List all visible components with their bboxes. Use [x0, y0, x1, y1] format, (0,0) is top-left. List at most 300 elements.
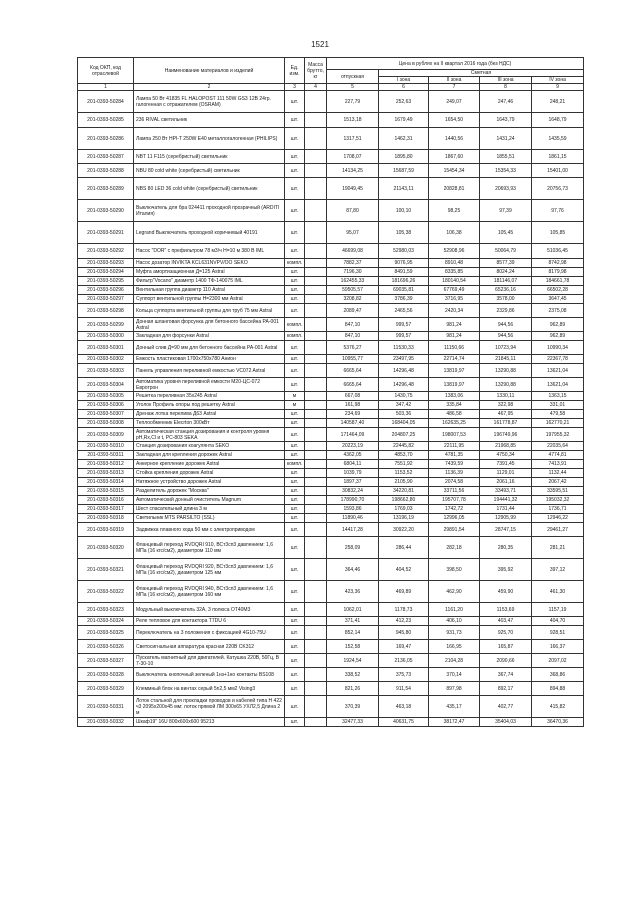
cell-mass: [305, 617, 327, 626]
cell-price-zone-4: 22035,64: [532, 442, 584, 451]
cell-price-zone-1: 1769,03: [379, 505, 429, 514]
cell-name: Лампа 50 Вт 41835 FL HALOPOST 111 50W GS3 12В 24гр. галогенная с отражателем (OSRAM): [134, 91, 285, 113]
header-index: 2: [134, 84, 285, 91]
cell-price-zone-2: 981,24: [429, 332, 480, 341]
cell-name: Натяжное устройство дорожек Astral: [134, 478, 285, 487]
cell-price-zone-1: 412,23: [379, 617, 429, 626]
cell-price-release: 171464,09: [327, 428, 379, 442]
cell-price-release: 667,08: [327, 392, 379, 401]
cell-code: 201-0393-50320: [78, 537, 134, 559]
cell-unit: шт.: [285, 222, 305, 244]
cell-price-zone-3: 21968,85: [480, 442, 532, 451]
cell-name: Модульный выключатель 32А, 3 полюса ОТ40М3: [134, 603, 285, 617]
cell-code: 201-0393-50289: [78, 178, 134, 200]
table-row: [78, 654, 584, 668]
cell-price-zone-3: 10723,94: [480, 341, 532, 355]
cell-mass: [305, 286, 327, 295]
cell-name: Решетка переливная 35х245 Astral: [134, 392, 285, 401]
cell-price-zone-2: 29891,54: [429, 523, 480, 537]
table-row: [78, 401, 584, 410]
cell-mass: [305, 295, 327, 304]
cell-price-zone-4: 197955,32: [532, 428, 584, 442]
cell-code: 201-0393-50305: [78, 392, 134, 401]
cell-price-zone-1: 1430,75: [379, 392, 429, 401]
cell-name: Кольца суппорта вентильной группы для труб 75 мм Astral: [134, 304, 285, 318]
cell-mass: [305, 164, 327, 178]
cell-name: Насос дозатор INVIKTA KCL631NVPV/OO SEKO: [134, 259, 285, 268]
table-row: [78, 617, 584, 626]
table-row: [78, 496, 584, 505]
cell-code: 201-0393-50321: [78, 559, 134, 581]
cell-price-zone-1: 503,36: [379, 410, 429, 419]
cell-price-zone-3: 65236,16: [480, 286, 532, 295]
page-number: 1521: [311, 40, 329, 49]
cell-name: Автоматика уровня переливной емкости М20-ЦС-072 Евротрон: [134, 378, 285, 392]
cell-price-release: 338,52: [327, 668, 379, 682]
cell-mass: [305, 113, 327, 128]
cell-price-zone-3: 944,56: [480, 332, 532, 341]
cell-unit: м: [285, 392, 305, 401]
cell-price-release: 847,10: [327, 318, 379, 332]
cell-price-zone-4: 962,89: [532, 332, 584, 341]
cell-price-zone-4: 1435,59: [532, 128, 584, 150]
cell-name: Светильник MTS PARSILTO (SSL): [134, 514, 285, 523]
cell-mass: [305, 487, 327, 496]
cell-price-zone-2: 67769,49: [429, 286, 480, 295]
price-table: [77, 57, 584, 727]
cell-price-zone-3: 97,39: [480, 200, 532, 222]
cell-price-zone-2: 98,25: [429, 200, 480, 222]
cell-name: Закладная для крепления дорожек Astral: [134, 451, 285, 460]
cell-price-zone-3: 1431,24: [480, 128, 532, 150]
cell-name: Лоток стальной для прокладки проводов и кабелей типа Н 422 ч3 2095х200х45 мм: лоток прямой ЛМ 300х65 УХЛ2,5 Длина 2 м: [134, 696, 285, 718]
table-row: [78, 718, 584, 727]
cell-price-zone-4: 3647,45: [532, 295, 584, 304]
cell-name: Панель управления переливной емкостью VC072 Astral: [134, 364, 285, 378]
cell-price-zone-2: 166,95: [429, 640, 480, 654]
cell-unit: компл.: [285, 460, 305, 469]
cell-price-zone-2: 2104,28: [429, 654, 480, 668]
cell-price-release: 3208,82: [327, 295, 379, 304]
cell-mass: [305, 469, 327, 478]
cell-price-zone-2: 2074,58: [429, 478, 480, 487]
cell-price-zone-1: 30922,20: [379, 523, 429, 537]
header-index: 8: [480, 84, 532, 91]
cell-price-zone-1: 13196,19: [379, 514, 429, 523]
header-index: 6: [379, 84, 429, 91]
cell-name: Суппорт вентильной группы Н=2300 мм Astral: [134, 295, 285, 304]
cell-price-zone-4: 162770,21: [532, 419, 584, 428]
cell-mass: [305, 200, 327, 222]
cell-price-zone-3: 105,45: [480, 222, 532, 244]
cell-price-release: 87,80: [327, 200, 379, 222]
cell-name: Стойка крепления дорожек Astral: [134, 469, 285, 478]
cell-price-zone-4: 1363,15: [532, 392, 584, 401]
header-name: Наименование материалов и изделий: [134, 58, 285, 84]
cell-price-zone-1: 181696,26: [379, 277, 429, 286]
cell-price-release: 7196,30: [327, 268, 379, 277]
cell-mass: [305, 91, 327, 113]
cell-name: Донный слив Д=90 мм для бетонного бассейна РА-001 Astral: [134, 341, 285, 355]
header-release: отпускная: [327, 70, 379, 84]
cell-mass: [305, 682, 327, 696]
cell-price-zone-3: 20693,93: [480, 178, 532, 200]
cell-mass: [305, 496, 327, 505]
cell-unit: шт.: [285, 200, 305, 222]
cell-price-zone-1: 469,89: [379, 581, 429, 603]
cell-price-zone-1: 2105,90: [379, 478, 429, 487]
cell-price-zone-2: 1136,39: [429, 469, 480, 478]
cell-price-zone-1: 347,42: [379, 401, 429, 410]
cell-price-release: 1924,54: [327, 654, 379, 668]
header-code: Код ОКП, код отраслевой: [78, 58, 134, 84]
cell-code: 201-0393-50315: [78, 487, 134, 496]
cell-price-zone-2: 106,38: [429, 222, 480, 244]
cell-unit: шт.: [285, 537, 305, 559]
cell-name: Разделитель дорожек "Москва": [134, 487, 285, 496]
cell-price-zone-3: 161778,87: [480, 419, 532, 428]
cell-name: Анкерное крепление дорожек Astral: [134, 460, 285, 469]
table-row: [78, 295, 584, 304]
table-row: [78, 460, 584, 469]
cell-name: Переключатель на 3 положения с фиксацией 4G10-75U: [134, 626, 285, 640]
cell-price-release: 6665,64: [327, 364, 379, 378]
cell-price-zone-3: 181146,07: [480, 277, 532, 286]
cell-price-zone-2: 931,73: [429, 626, 480, 640]
cell-code: 201-0393-50329: [78, 682, 134, 696]
cell-price-zone-4: 10990,34: [532, 341, 584, 355]
cell-unit: компл.: [285, 259, 305, 268]
cell-price-zone-1: 23497,95: [379, 355, 429, 364]
cell-price-zone-2: 398,50: [429, 559, 480, 581]
cell-price-zone-3: 8577,39: [480, 259, 532, 268]
cell-price-zone-2: 1742,72: [429, 505, 480, 514]
cell-price-release: 1317,51: [327, 128, 379, 150]
cell-price-zone-2: 22714,74: [429, 355, 480, 364]
cell-price-zone-3: 196749,96: [480, 428, 532, 442]
cell-price-release: 371,41: [327, 617, 379, 626]
cell-unit: шт.: [285, 295, 305, 304]
cell-code: 201-0393-50290: [78, 200, 134, 222]
cell-unit: шт.: [285, 478, 305, 487]
cell-price-zone-1: 1153,52: [379, 469, 429, 478]
table-row: [78, 581, 584, 603]
cell-mass: [305, 419, 327, 428]
cell-unit: шт.: [285, 496, 305, 505]
cell-price-release: 161,98: [327, 401, 379, 410]
cell-price-zone-3: 2090,66: [480, 654, 532, 668]
cell-code: 201-0393-50297: [78, 295, 134, 304]
cell-mass: [305, 537, 327, 559]
cell-code: 201-0393-50294: [78, 268, 134, 277]
cell-unit: шт.: [285, 178, 305, 200]
cell-price-zone-1: 14296,48: [379, 378, 429, 392]
cell-price-release: 1897,37: [327, 478, 379, 487]
cell-price-release: 1708,07: [327, 150, 379, 164]
table-row: [78, 91, 584, 113]
cell-mass: [305, 178, 327, 200]
cell-price-zone-2: 38172,47: [429, 718, 480, 727]
cell-price-zone-4: 4774,81: [532, 451, 584, 460]
cell-unit: шт.: [285, 304, 305, 318]
cell-price-zone-1: 3786,39: [379, 295, 429, 304]
cell-mass: [305, 640, 327, 654]
cell-unit: шт.: [285, 603, 305, 617]
cell-unit: компл.: [285, 332, 305, 341]
cell-unit: шт.: [285, 378, 305, 392]
cell-price-release: 847,10: [327, 332, 379, 341]
cell-price-release: 20223,19: [327, 442, 379, 451]
cell-price-zone-3: 280,35: [480, 537, 532, 559]
cell-price-zone-2: 4781,35: [429, 451, 480, 460]
cell-price-release: 1593,86: [327, 505, 379, 514]
cell-price-zone-4: 33595,51: [532, 487, 584, 496]
cell-mass: [305, 150, 327, 164]
cell-code: 201-0393-50306: [78, 401, 134, 410]
cell-unit: шт.: [285, 164, 305, 178]
cell-code: 201-0393-50299: [78, 318, 134, 332]
table-row: [78, 304, 584, 318]
cell-price-zone-3: 1129,01: [480, 469, 532, 478]
cell-code: 201-0393-50311: [78, 451, 134, 460]
cell-price-zone-1: 198662,80: [379, 496, 429, 505]
cell-code: 201-0393-50332: [78, 718, 134, 727]
table-row: [78, 378, 584, 392]
cell-price-release: 162455,33: [327, 277, 379, 286]
cell-price-zone-1: 911,54: [379, 682, 429, 696]
table-row: [78, 537, 584, 559]
cell-unit: шт.: [285, 505, 305, 514]
cell-price-zone-3: 247,46: [480, 91, 532, 113]
cell-price-zone-1: 2465,56: [379, 304, 429, 318]
cell-mass: [305, 559, 327, 581]
cell-price-zone-4: 1157,19: [532, 603, 584, 617]
cell-code: 201-0393-50303: [78, 364, 134, 378]
cell-mass: [305, 332, 327, 341]
cell-unit: шт.: [285, 640, 305, 654]
cell-code: 201-0393-50286: [78, 128, 134, 150]
table-row: [78, 478, 584, 487]
cell-price-zone-4: 12946,22: [532, 514, 584, 523]
cell-unit: шт.: [285, 419, 305, 428]
cell-name: Выключатель для бра 024411 проходной прозрачный (ARDITI Италия): [134, 200, 285, 222]
cell-price-zone-4: 2375,08: [532, 304, 584, 318]
cell-code: 201-0393-50324: [78, 617, 134, 626]
header-index: 4: [305, 84, 327, 91]
cell-price-zone-4: 415,82: [532, 696, 584, 718]
cell-price-zone-3: 395,92: [480, 559, 532, 581]
cell-unit: шт.: [285, 617, 305, 626]
cell-price-zone-3: 50064,79: [480, 244, 532, 259]
cell-price-zone-3: 12905,99: [480, 514, 532, 523]
table-row: [78, 603, 584, 617]
cell-name: Светосигнальная аппаратура красная 220В CK312: [134, 640, 285, 654]
cell-price-zone-1: 11530,33: [379, 341, 429, 355]
table-row: [78, 332, 584, 341]
header-index-row: [78, 84, 584, 91]
cell-name: NBS 80 LED 36 cold white (серебристый) светильник: [134, 178, 285, 200]
cell-price-zone-4: 66502,28: [532, 286, 584, 295]
cell-code: 201-0393-50292: [78, 244, 134, 259]
cell-price-zone-2: 1161,20: [429, 603, 480, 617]
header-mass: Масса брутто, кг: [305, 58, 327, 84]
cell-unit: шт.: [285, 113, 305, 128]
cell-price-zone-1: 2136,05: [379, 654, 429, 668]
cell-unit: шт.: [285, 682, 305, 696]
cell-unit: шт.: [285, 244, 305, 259]
cell-price-zone-3: 403,47: [480, 617, 532, 626]
cell-price-zone-4: 13621,04: [532, 378, 584, 392]
cell-unit: шт.: [285, 668, 305, 682]
cell-mass: [305, 428, 327, 442]
cell-unit: шт.: [285, 442, 305, 451]
cell-price-zone-4: 184661,78: [532, 277, 584, 286]
cell-unit: шт.: [285, 696, 305, 718]
cell-code: 201-0393-50313: [78, 469, 134, 478]
cell-price-zone-3: 165,87: [480, 640, 532, 654]
cell-price-zone-1: 14296,48: [379, 364, 429, 378]
header-zone-1: I зона: [379, 77, 429, 84]
cell-price-zone-3: 2329,86: [480, 304, 532, 318]
cell-name: Клеммный блок на винтах серый 5n2,5 мм2 Vising3: [134, 682, 285, 696]
cell-price-release: 14417,28: [327, 523, 379, 537]
cell-mass: [305, 401, 327, 410]
cell-mass: [305, 460, 327, 469]
cell-price-zone-4: 8742,98: [532, 259, 584, 268]
table-row: [78, 505, 584, 514]
cell-price-release: 5376,27: [327, 341, 379, 355]
cell-name: NBU 80 cold white (серебристый) светильник: [134, 164, 285, 178]
cell-code: 201-0393-50331: [78, 696, 134, 718]
cell-mass: [305, 268, 327, 277]
cell-code: 201-0393-50298: [78, 304, 134, 318]
cell-mass: [305, 128, 327, 150]
cell-mass: [305, 244, 327, 259]
cell-mass: [305, 626, 327, 640]
cell-name: Автоматическая станция дозирования и контроля уровня pH,Rx,Cl и t, PC-803 SEKA: [134, 428, 285, 442]
header-index: 9: [532, 84, 584, 91]
cell-price-zone-3: 467,95: [480, 410, 532, 419]
cell-price-zone-4: 397,12: [532, 559, 584, 581]
cell-price-zone-2: 52908,96: [429, 244, 480, 259]
table-row: [78, 286, 584, 295]
cell-price-zone-1: 1895,80: [379, 150, 429, 164]
table-row: [78, 200, 584, 222]
cell-price-zone-4: 29461,27: [532, 523, 584, 537]
cell-unit: шт.: [285, 341, 305, 355]
cell-mass: [305, 442, 327, 451]
cell-price-zone-3: 28747,15: [480, 523, 532, 537]
cell-mass: [305, 222, 327, 244]
cell-mass: [305, 514, 327, 523]
cell-name: Автоматический донный очиститель Magnum: [134, 496, 285, 505]
cell-price-zone-1: 52980,03: [379, 244, 429, 259]
cell-price-zone-3: 925,70: [480, 626, 532, 640]
cell-price-release: 2089,47: [327, 304, 379, 318]
cell-price-zone-2: 282,18: [429, 537, 480, 559]
table-row: [78, 487, 584, 496]
cell-price-release: 4362,05: [327, 451, 379, 460]
cell-price-zone-3: 21845,11: [480, 355, 532, 364]
table-row: [78, 428, 584, 442]
cell-price-zone-2: 13819,97: [429, 378, 480, 392]
cell-price-zone-4: 331,01: [532, 401, 584, 410]
cell-name: Муфта амортизационная Д=125 Astral: [134, 268, 285, 277]
cell-price-zone-1: 252,63: [379, 91, 429, 113]
cell-price-release: 821,26: [327, 682, 379, 696]
cell-price-zone-4: 13621,04: [532, 364, 584, 378]
cell-price-release: 258,09: [327, 537, 379, 559]
cell-price-zone-1: 69035,81: [379, 286, 429, 295]
table-row: [78, 668, 584, 682]
cell-name: Реле тепловое для контактора Т7DU 6: [134, 617, 285, 626]
cell-mass: [305, 304, 327, 318]
cell-name: Шкаф19" 16U 800х600х600 95213: [134, 718, 285, 727]
cell-price-zone-1: 286,44: [379, 537, 429, 559]
cell-price-zone-3: 892,17: [480, 682, 532, 696]
cell-price-zone-1: 7551,92: [379, 460, 429, 469]
cell-price-zone-1: 15687,59: [379, 164, 429, 178]
cell-price-zone-3: 1330,11: [480, 392, 532, 401]
cell-unit: шт.: [285, 718, 305, 727]
cell-price-zone-4: 7413,91: [532, 460, 584, 469]
cell-price-zone-1: 40631,75: [379, 718, 429, 727]
cell-price-zone-2: 1440,56: [429, 128, 480, 150]
cell-price-zone-2: 198007,53: [429, 428, 480, 442]
cell-price-zone-1: 9076,95: [379, 259, 429, 268]
cell-price-zone-3: 33493,71: [480, 487, 532, 496]
cell-price-zone-3: 402,77: [480, 696, 532, 718]
cell-price-zone-2: 162635,25: [429, 419, 480, 428]
cell-price-zone-2: 180140,54: [429, 277, 480, 286]
cell-mass: [305, 318, 327, 332]
cell-price-release: 6804,11: [327, 460, 379, 469]
table-row: [78, 164, 584, 178]
cell-name: Пускатель магнитный для двигателей. Катушка 220В, 50Гц, В 7-30-10: [134, 654, 285, 668]
cell-unit: шт.: [285, 410, 305, 419]
table-row: [78, 222, 584, 244]
header-index: 1: [78, 84, 134, 91]
cell-price-zone-3: 1855,51: [480, 150, 532, 164]
cell-code: 201-0393-50314: [78, 478, 134, 487]
cell-name: Теплообменник Elecrton 300кВт: [134, 419, 285, 428]
cell-unit: шт.: [285, 268, 305, 277]
cell-mass: [305, 277, 327, 286]
cell-price-release: 46699,08: [327, 244, 379, 259]
cell-price-zone-1: 8491,59: [379, 268, 429, 277]
table-row: [78, 355, 584, 364]
cell-price-zone-4: 51036,45: [532, 244, 584, 259]
table-row: [78, 523, 584, 537]
table-row: [78, 626, 584, 640]
cell-code: 201-0393-50328: [78, 668, 134, 682]
header-zone-2: II зона: [429, 77, 480, 84]
cell-price-zone-2: 33711,56: [429, 487, 480, 496]
table-row: [78, 178, 584, 200]
cell-price-zone-2: 897,98: [429, 682, 480, 696]
cell-price-zone-2: 249,07: [429, 91, 480, 113]
cell-mass: [305, 341, 327, 355]
cell-mass: [305, 410, 327, 419]
cell-code: 201-0393-50326: [78, 640, 134, 654]
cell-price-release: 32477,33: [327, 718, 379, 727]
cell-code: 201-0393-50301: [78, 341, 134, 355]
table-row: [78, 259, 584, 268]
header-unit: Ед. изм.: [285, 58, 305, 84]
table-row: [78, 364, 584, 378]
cell-price-zone-1: 375,73: [379, 668, 429, 682]
cell-price-release: 152,58: [327, 640, 379, 654]
